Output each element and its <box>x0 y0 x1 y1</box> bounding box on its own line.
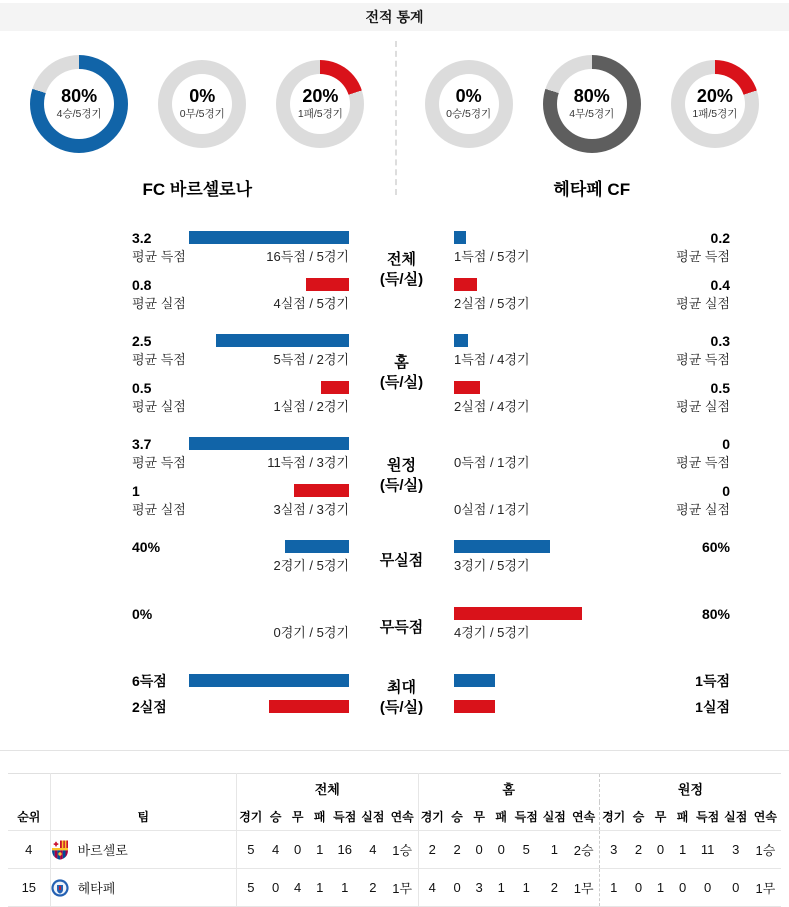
home-max-goals-value: 6득점 <box>132 671 167 691</box>
home-goals-detail: 5득점 / 2경기 <box>273 349 349 368</box>
home-goals-bar <box>189 231 349 244</box>
home-avg-conceded-value: 0.5 <box>132 380 151 396</box>
away-no-goal-detail: 4경기 / 5경기 <box>454 622 530 641</box>
home-side-stats <box>132 605 349 652</box>
home-win-donut-chart <box>30 55 128 153</box>
home-avg-goals-value: 2.5 <box>132 333 151 349</box>
stat-cell: 3 <box>722 831 750 869</box>
stat-cell: 3 <box>599 831 627 869</box>
loss-detail: 1패/5경기 <box>298 106 343 121</box>
stat-cell: 1 <box>599 869 627 907</box>
avg-goals-label: 평균 득점 <box>676 349 730 368</box>
away-max-goals-bar <box>454 674 495 687</box>
avg-conceded-label: 평균 실점 <box>676 499 730 518</box>
away-goals-detail: 1득점 / 5경기 <box>454 246 530 265</box>
panel-title-text: 전적 통계 <box>366 7 424 27</box>
home-goals-bar <box>189 437 349 450</box>
away-side-stats <box>454 672 730 724</box>
team-name: 헤타페 <box>78 878 116 897</box>
stat-cell: 1 <box>309 869 331 907</box>
home-avg-conceded-value: 1 <box>132 483 140 499</box>
center-dashed-divider <box>395 41 397 195</box>
stat-cell: 0 <box>468 831 490 869</box>
home-team-name: FC 바르셀로나 <box>143 175 253 200</box>
group-header-overall: 전체 <box>237 774 418 803</box>
away-max-conceded-value: 1실점 <box>695 697 730 717</box>
group-header-home: 홈 <box>418 774 599 803</box>
home-side-stats <box>132 538 349 585</box>
stat-cell: 0 <box>446 869 468 907</box>
stat-cell: 2 <box>627 831 649 869</box>
home-donuts <box>0 43 395 165</box>
section-home <box>132 332 730 414</box>
home-max-goals-bar <box>189 674 349 687</box>
stat-cell: 16 <box>331 831 359 869</box>
loss-percent: 20% <box>697 87 733 106</box>
away-side-stats <box>454 605 730 652</box>
donut-center <box>685 74 745 134</box>
team-cell <box>50 869 236 907</box>
home-conceded-detail: 4실점 / 5경기 <box>273 293 349 312</box>
stat-cell: 0 <box>490 831 512 869</box>
stat-cell: 5 <box>237 869 265 907</box>
loss-percent: 20% <box>302 87 338 106</box>
away-conceded-bar <box>454 381 480 394</box>
away-side-stats <box>454 435 730 517</box>
win-detail: 0승/5경기 <box>446 106 491 121</box>
avg-goals-label: 평균 득점 <box>676 452 730 471</box>
table-group-header-row <box>8 774 781 803</box>
stat-cell: 1무 <box>387 869 418 907</box>
stat-cell: 4 <box>265 831 287 869</box>
donut-center <box>439 74 499 134</box>
group-header-away: 원정 <box>599 774 781 803</box>
away-avg-goals-value: 0.2 <box>711 230 730 246</box>
home-no-goal-detail: 0경기 / 5경기 <box>273 622 349 641</box>
stat-cell: 2승 <box>568 831 599 869</box>
away-draw-donut-chart <box>543 55 641 153</box>
stat-cell: 2 <box>359 869 387 907</box>
home-conceded-bar <box>321 381 349 394</box>
away-avg-conceded-value: 0.4 <box>711 277 730 293</box>
away-side-stats <box>454 229 730 311</box>
stat-cell: 11 <box>694 831 722 869</box>
home-max-conceded-value: 2실점 <box>132 697 167 717</box>
section-label: 최대 (득/실) <box>349 672 454 724</box>
home-side-stats <box>132 332 349 414</box>
rank-cell: 15 <box>8 869 50 907</box>
table-row-barcelona <box>8 831 781 869</box>
loss-detail: 1패/5경기 <box>692 106 737 121</box>
away-avg-goals-value: 0.3 <box>711 333 730 349</box>
donut-center <box>172 74 232 134</box>
panel-title <box>0 3 789 31</box>
away-conceded-detail: 0실점 / 1경기 <box>454 499 530 518</box>
stat-cell: 0 <box>722 869 750 907</box>
avg-conceded-label: 평균 실점 <box>676 396 730 415</box>
away-conceded-detail: 2실점 / 4경기 <box>454 396 530 415</box>
home-side-stats <box>132 229 349 311</box>
away-clean-sheet-detail: 3경기 / 5경기 <box>454 555 530 574</box>
away-clean-sheet-bar <box>454 540 550 553</box>
table-row-getafe <box>8 869 781 907</box>
home-avg-conceded-value: 0.8 <box>132 277 151 293</box>
home-conceded-bar <box>294 484 349 497</box>
stat-cell: 0 <box>694 869 722 907</box>
away-goals-bar <box>454 231 466 244</box>
away-goals-bar <box>454 334 468 347</box>
stat-cell: 1 <box>512 869 540 907</box>
away-goals-detail: 0득점 / 1경기 <box>454 452 530 471</box>
away-loss-donut-chart <box>671 60 759 148</box>
away-clean-sheet-percent: 60% <box>702 539 730 555</box>
section-label: 전체 (득/실) <box>349 229 454 311</box>
away-no-goal-bar <box>454 607 582 620</box>
stat-cell: 0 <box>287 831 309 869</box>
section-overall <box>132 229 730 311</box>
home-max-conceded-bar <box>269 700 349 713</box>
draw-percent: 0% <box>189 87 215 106</box>
team-header: 팀 <box>50 802 236 831</box>
home-loss-donut-chart <box>276 60 364 148</box>
home-goals-bar <box>216 334 349 347</box>
stat-cell: 5 <box>512 831 540 869</box>
stat-cell: 1 <box>650 869 672 907</box>
fc-barcelona-crest-icon <box>51 840 69 860</box>
home-avg-goals-value: 3.7 <box>132 436 151 452</box>
home-side-stats <box>132 672 349 724</box>
avg-conceded-label: 평균 실점 <box>132 396 186 415</box>
stat-cell: 1무 <box>750 869 781 907</box>
avg-conceded-label: 평균 실점 <box>676 293 730 312</box>
home-avg-goals-value: 3.2 <box>132 230 151 246</box>
away-max-conceded-bar <box>454 700 495 713</box>
home-conceded-bar <box>306 278 349 291</box>
table-column-header-row: 순위 팀 경기 승 무 패 득점 실점 연속 경기 승 무 패 득점 실점 연속 경기 승 무 패 득점 실점 연속 <box>8 802 781 831</box>
home-side-stats <box>132 435 349 517</box>
draw-percent: 80% <box>574 87 610 106</box>
rank-cell: 4 <box>8 831 50 869</box>
comparison-stats <box>0 199 789 751</box>
home-goals-detail: 11득점 / 3경기 <box>267 452 349 471</box>
stat-cell: 0 <box>650 831 672 869</box>
stat-cell: 4 <box>287 869 309 907</box>
stat-cell: 1무 <box>568 869 599 907</box>
stat-cell: 4 <box>418 869 446 907</box>
home-no-goal-percent: 0% <box>132 606 152 622</box>
section-failed-to-score <box>132 605 730 652</box>
team-name: 바르셀로 <box>78 840 128 859</box>
section-label: 무득점 <box>349 605 454 652</box>
avg-goals-label: 평균 득점 <box>132 246 186 265</box>
stat-cell: 1승 <box>750 831 781 869</box>
home-clean-sheet-detail: 2경기 / 5경기 <box>273 555 349 574</box>
stat-cell: 1승 <box>387 831 418 869</box>
stat-cell: 5 <box>237 831 265 869</box>
section-label: 원정 (득/실) <box>349 435 454 517</box>
away-donuts <box>395 43 789 165</box>
away-avg-conceded-value: 0 <box>722 483 730 499</box>
win-detail: 4승/5경기 <box>57 106 102 121</box>
stat-cell: 2 <box>418 831 446 869</box>
section-label: 홈 (득/실) <box>349 332 454 414</box>
away-max-goals-value: 1득점 <box>695 671 730 691</box>
avg-conceded-label: 평균 실점 <box>132 293 186 312</box>
away-conceded-bar <box>454 278 477 291</box>
away-avg-goals-value: 0 <box>722 436 730 452</box>
home-goals-detail: 16득점 / 5경기 <box>266 246 349 265</box>
away-side-stats <box>454 538 730 585</box>
away-side-stats <box>454 332 730 414</box>
avg-goals-label: 평균 득점 <box>676 246 730 265</box>
win-percent: 80% <box>61 87 97 106</box>
section-max <box>132 672 730 724</box>
donut-center <box>290 74 350 134</box>
section-away <box>132 435 730 517</box>
draw-detail: 0무/5경기 <box>180 106 225 121</box>
section-clean-sheets <box>132 538 730 585</box>
avg-goals-label: 평균 득점 <box>132 349 186 368</box>
donut-center <box>44 69 114 139</box>
stat-cell: 2 <box>446 831 468 869</box>
recent-form-area <box>0 31 789 199</box>
home-clean-sheet-percent: 40% <box>132 539 160 555</box>
stat-cell: 1 <box>331 869 359 907</box>
stat-cell: 1 <box>309 831 331 869</box>
away-no-goal-percent: 80% <box>702 606 730 622</box>
home-conceded-detail: 3실점 / 3경기 <box>273 499 349 518</box>
section-label: 무실점 <box>349 538 454 585</box>
stat-cell: 1 <box>672 831 694 869</box>
donut-center <box>557 69 627 139</box>
stat-cell: 0 <box>265 869 287 907</box>
rank-header: 순위 <box>8 802 50 831</box>
draw-detail: 4무/5경기 <box>569 106 614 121</box>
away-win-donut-chart <box>425 60 513 148</box>
avg-conceded-label: 평균 실점 <box>132 499 186 518</box>
stat-cell: 1 <box>540 831 568 869</box>
away-team-name: 헤타페 CF <box>553 175 630 200</box>
team-cell <box>50 831 236 869</box>
home-conceded-detail: 1실점 / 2경기 <box>273 396 349 415</box>
away-goals-detail: 1득점 / 4경기 <box>454 349 530 368</box>
stat-cell: 0 <box>627 869 649 907</box>
standings-table <box>8 773 781 907</box>
stat-cell: 0 <box>672 869 694 907</box>
stat-cell: 1 <box>490 869 512 907</box>
home-draw-donut-chart <box>158 60 246 148</box>
avg-goals-label: 평균 득점 <box>132 452 186 471</box>
stat-cell: 3 <box>468 869 490 907</box>
win-percent: 0% <box>456 87 482 106</box>
away-avg-conceded-value: 0.5 <box>711 380 730 396</box>
home-clean-sheet-bar <box>285 540 349 553</box>
away-conceded-detail: 2실점 / 5경기 <box>454 293 530 312</box>
getafe-crest-icon <box>51 878 69 898</box>
stat-cell: 4 <box>359 831 387 869</box>
stat-cell: 2 <box>540 869 568 907</box>
